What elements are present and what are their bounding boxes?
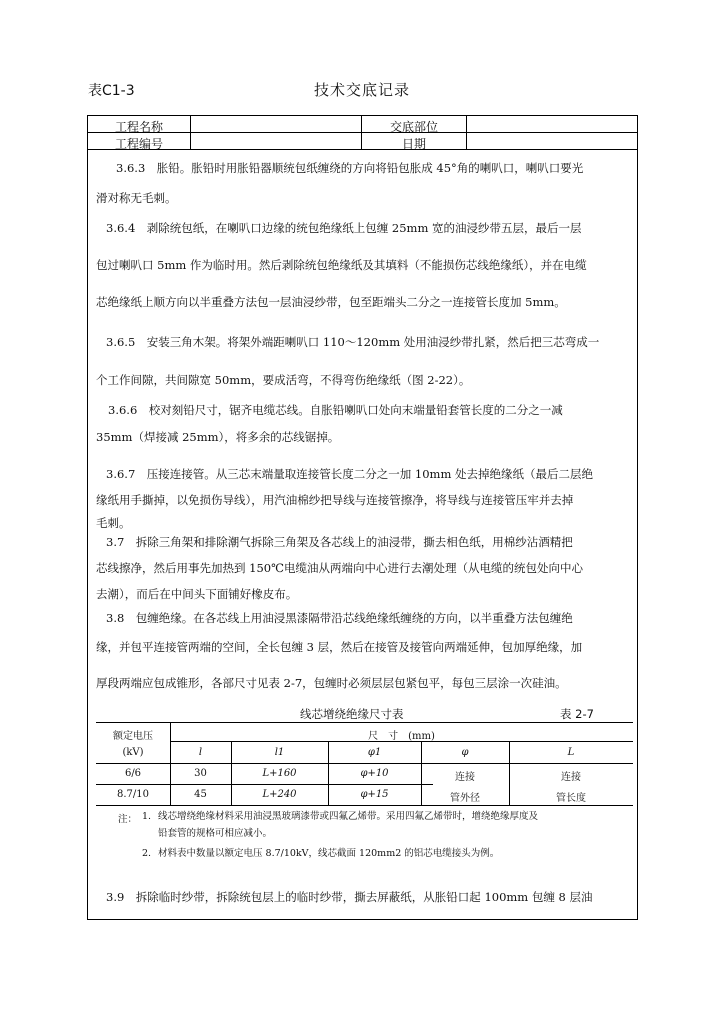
header-phi1: φ1	[367, 747, 382, 758]
header-size: 尺 寸 (mm)	[368, 731, 435, 742]
header-voltage: 额定电压	[113, 731, 153, 742]
table-cell: φ+10	[360, 768, 389, 779]
paragraph-line: 3.6.5 安装三角木架。将架外端距喇叭口 110～120mm 处用油浸纱带扎紧，然后把三芯弯成一	[106, 335, 600, 349]
table-cell: 8.7/10	[117, 789, 149, 800]
paragraph-line: 3.6.4 剥除统包纸，在喇叭口边缘的统包绝缘纸上包缠 25mm 宽的油浸纱带五层，最后一层	[106, 221, 582, 235]
paragraph-line: 个工作间隙，共间隙宽 50mm，要成活弯，不得弯伤绝缘纸（图 2-22）。	[96, 373, 471, 387]
note-1-line: 铅套管的规格可相应减小。	[158, 828, 273, 839]
paragraph-line: 3.9 拆除临时纱带，拆除统包层上的临时纱带，撕去屏蔽纸，从胀铅口起 100mm 包缠 8 层油	[106, 890, 593, 904]
table-cell: 连接	[455, 772, 475, 783]
info-col-divider	[466, 115, 467, 149]
table-border	[96, 805, 633, 806]
table-divider	[96, 784, 433, 785]
header-phi: φ	[461, 747, 469, 758]
table-number: 表 2-7	[560, 707, 594, 721]
paragraph-line: 厚段两端应包成锥形，各部尺寸见表 2-7，包缠时必须层层包紧包平，每包三层涂一次硅油。	[96, 676, 567, 690]
note-1-number: 1.	[142, 811, 152, 822]
table-cell: L+160	[262, 768, 297, 779]
notes-label: 注：	[118, 814, 138, 825]
table-border	[96, 722, 633, 723]
paragraph-line: 3.6.3 胀铅。胀铅时用胀铅器顺统包纸缠绕的方向将铅包胀成 45°角的喇叭口，喇叭口要光	[116, 161, 584, 175]
paragraph-line: 缘，并包平连接管两端的空间，全长包缠 3 层，然后在接管及接管向两端延伸，包加厚绝缘，加	[96, 640, 583, 654]
table-cell: 30	[194, 768, 207, 779]
table-cell: 管长度	[556, 793, 586, 804]
note-1-line: 线芯增绕绝缘材料采用油浸黑玻璃漆带或四氟乙烯带。采用四氟乙烯带时，增绕绝缘厚度及	[158, 811, 539, 822]
paragraph-line: 包过喇叭口 5mm 作为临时用。然后剥除统包绝缘纸及其填料（不能损伤芯线绝缘纸），并在电缆	[96, 258, 587, 272]
note-2-number: 2.	[142, 848, 152, 859]
document-title: 技术交底记录	[313, 81, 410, 99]
paragraph-line: 3.7 拆除三角架和排除潮气拆除三角架及各芯线上的油浸带，撕去相色纸，用棉纱沾酒精把	[106, 535, 573, 549]
table-caption: 线芯增绕绝缘尺寸表	[300, 707, 404, 721]
header-l: l	[198, 747, 203, 758]
paragraph-line: 毛刺。	[96, 516, 131, 530]
paragraph-line: 3.6.7 压接连接管。从三芯末端量取连接管长度二分之一加 10mm 处去掉绝缘纸（最后二层绝	[106, 467, 594, 481]
project-no-label: 工程编号	[114, 137, 163, 151]
table-cell: 连接	[561, 772, 581, 783]
table-cell: 6/6	[124, 768, 142, 779]
date-label: 日期	[401, 137, 426, 151]
project-name-label: 工程名称	[114, 120, 163, 134]
form-code: 表C1-3	[88, 83, 135, 99]
table-cell: 管外径	[450, 793, 480, 804]
paragraph-line: 35mm（焊接减 25mm），将多余的芯线锯掉。	[96, 430, 340, 444]
header-l1: l1	[274, 747, 285, 758]
header-voltage-unit: (kV)	[122, 747, 144, 758]
table-cell: φ+15	[360, 789, 389, 800]
table-divider	[96, 763, 633, 764]
paragraph-line: 3.6.6 校对刻铅尺寸，锯齐电缆芯线。自胀铅喇叭口处向末端量铅套管长度的二分之一减	[108, 403, 563, 417]
paragraph-line: 去潮），而后在中间头下面铺好橡皮布。	[96, 587, 298, 601]
table-cell: L+240	[262, 789, 297, 800]
note-2-line: 材料表中数量以额定电压 8.7/10kV，线芯截面 120mm2 的铝芯电缆接头为例。	[158, 848, 500, 859]
info-col-divider	[190, 115, 191, 149]
paragraph-line: 滑对称无毛刺。	[96, 191, 177, 205]
paragraph-line: 芯线擦净，然后用事先加热到 150℃电缆油从两端向中心进行去潮处理（从电缆的统包处向中心	[96, 561, 583, 575]
paragraph-line: 3.8 包缠绝缘。在各芯线上用油浸黑漆隔带沿芯线绝缘纸缠绕的方向，以半重叠方法包缠绝	[106, 611, 573, 625]
header-L: L	[567, 747, 575, 758]
paragraph-line: 芯绝缘纸上顺方向以半重叠方法包一层油浸纱带，包至距端头二分之一连接管长度加 5mm。	[96, 295, 566, 309]
paragraph-line: 缘纸用手撕掉，以免损伤导线），用汽油棉纱把导线与连接管擦净，将导线与连接管压牢并去掉	[96, 493, 574, 507]
location-label: 交底部位	[389, 120, 438, 134]
table-cell: 45	[194, 789, 207, 800]
